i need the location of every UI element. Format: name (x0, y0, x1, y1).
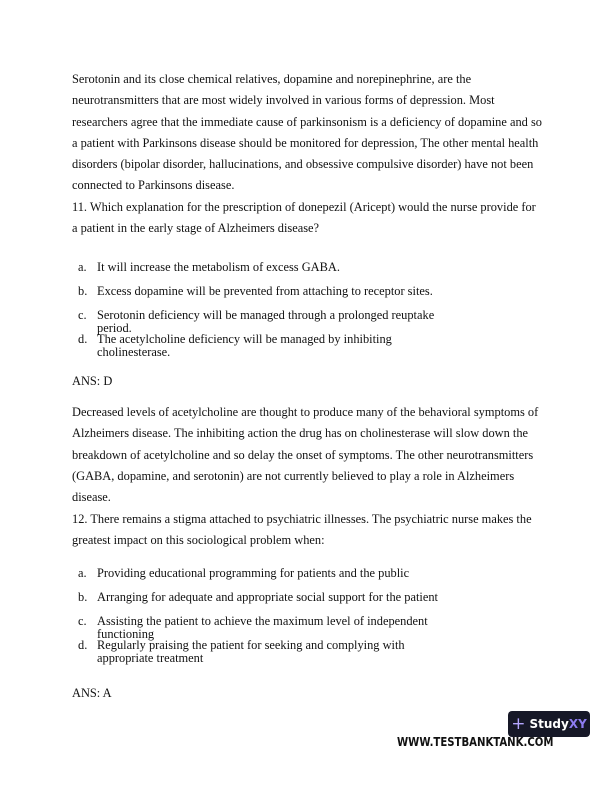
question-11: 11. Which explanation for the prescription of donepezil (Aricept) would the nurse provide for a patient in the early stage of Alzheimers disease? (72, 200, 536, 236)
answer-12: ANS: A (72, 686, 112, 700)
option-text: Assisting the patient to achieve the maximum level of independent functioning (97, 614, 428, 641)
question-12: 12. There remains a stigma attached to psychiatric illnesses. The psychiatric nurse makes the greatest impact on this sociological problem when: (72, 512, 532, 548)
option-text: Providing educational programming for patients and the public (97, 566, 410, 580)
rationale-11: Decreased levels of acetylcholine are thought to produce many of the behavioral symptoms of Alzheimers disease. The inhibiting action the drug has on cholinesterase will slow down the breakdown of acetylcholine and so delay the onset of symptoms. The other neurotransmitters (GABA, dopamine, and serotonin) are not currently believed to play a role in Alzheimers disease. (72, 405, 539, 505)
option-letter: d. (78, 332, 88, 346)
option-text: The acetylcholine deficiency will be managed by inhibiting cholinesterase. (97, 332, 392, 359)
option-letter: c. (78, 308, 87, 322)
q11-option-a (78, 261, 478, 274)
logo-text (529, 717, 586, 731)
paragraph-rationale-10: Serotonin and its close chemical relatives, dopamine and norepinephrine, are the neurotransmitters that are most widely involved in various forms of depression. Most researchers agree that the immediate cause of parkinsonism is a deficiency of dopamine and so a patient with Parkinsons disease should be monitored for depression, The other mental health disorders (bipolar disorder, hallucinations, and obsessive compulsive disorder) have not been connected to Parkinsons disease. (72, 72, 542, 193)
option-letter: b. (78, 590, 88, 604)
answer-11: ANS: D (72, 374, 113, 388)
option-text: Serotonin deficiency will be managed through a prolonged reuptake period. (97, 308, 435, 335)
q11-option-d (78, 333, 478, 359)
q12-option-d (78, 639, 478, 665)
option-letter: a. (78, 566, 87, 580)
option-text: Excess dopamine will be prevented from attaching to receptor sites. (97, 284, 433, 298)
q12-option-b (78, 591, 478, 604)
q12-option-a (78, 567, 478, 580)
option-letter: a. (78, 260, 87, 274)
logo-study: Study (529, 717, 569, 731)
footer-site-url[interactable]: WWW.TESTBANKTANK.COM (397, 734, 554, 749)
option-letter: b. (78, 284, 88, 298)
option-text: Arranging for adequate and appropriate social support for the patient (97, 590, 438, 604)
option-text: It will increase the metabolism of excess GABA. (97, 260, 340, 274)
option-letter: c. (78, 614, 87, 628)
plus-icon: + (511, 714, 526, 734)
q11-option-b (78, 285, 478, 298)
logo-xy: XY (568, 717, 587, 731)
option-text: Regularly praising the patient for seeking and complying with appropriate treatment (97, 638, 405, 665)
option-letter: d. (78, 638, 88, 652)
